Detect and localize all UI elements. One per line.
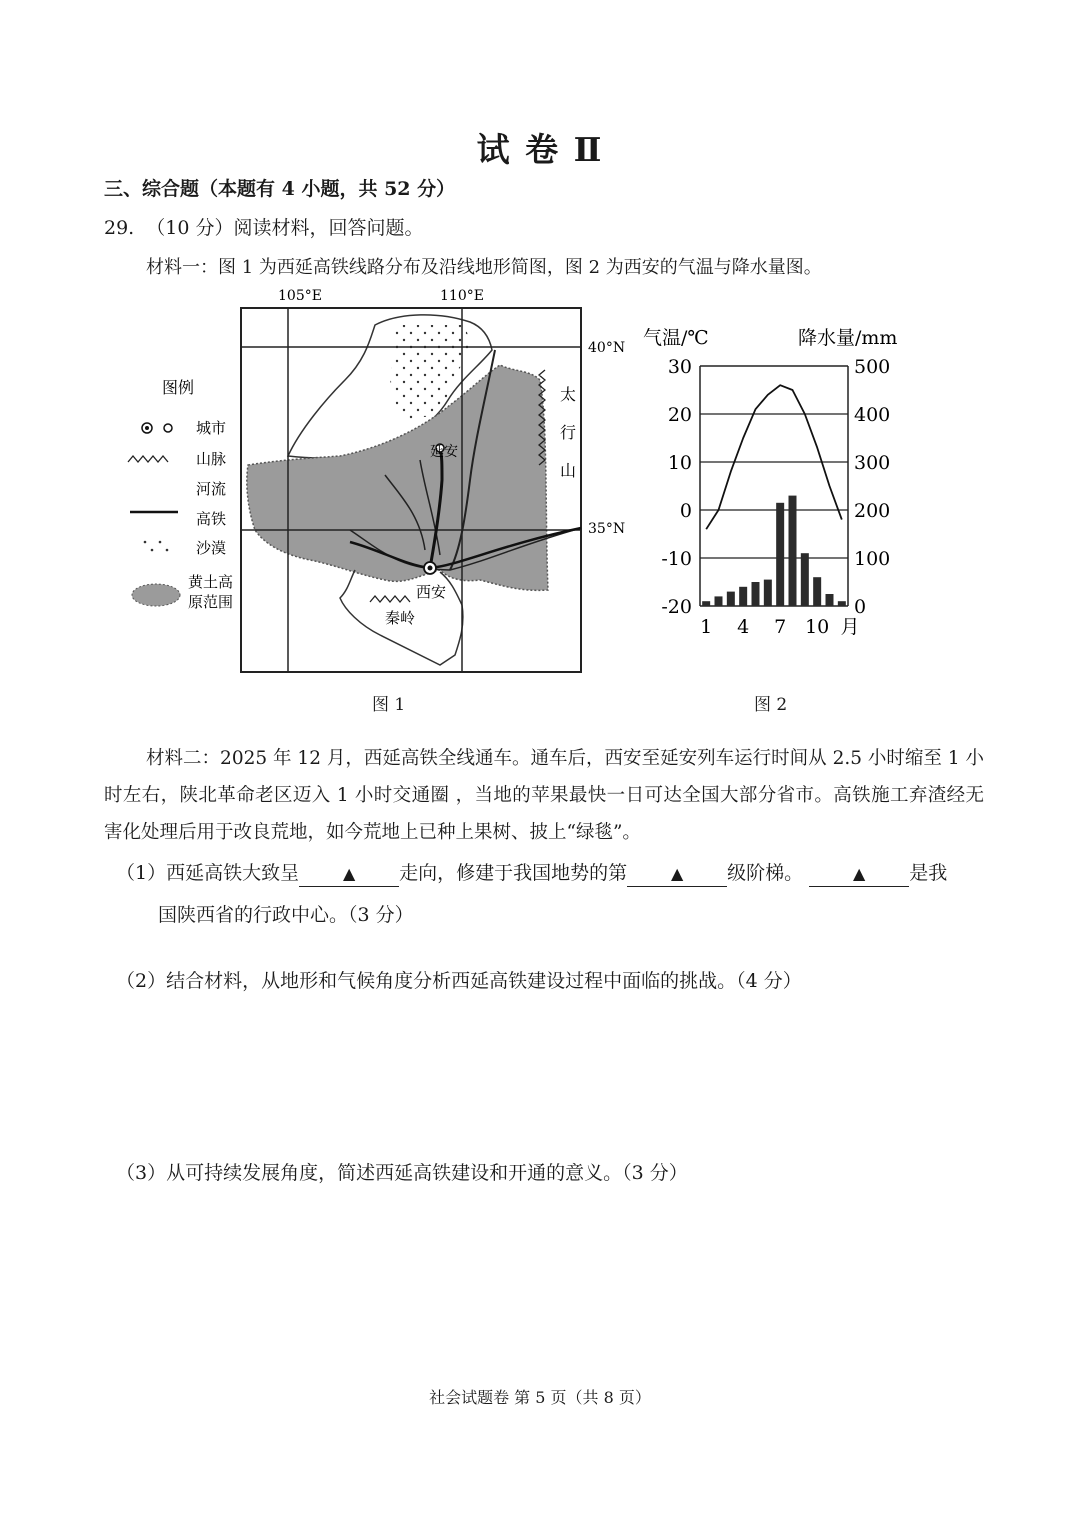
legend-desert-label: 沙漠 <box>196 539 227 557</box>
material-two: 材料二：2025 年 12 月，西延高铁全线通车。通车后，西安至延安列车运行时间从 2.5 小时缩至 1 小时左右，陕北革命老区迈入 1 小时交通圈 ，当地的苹果最快一日可达全国大部分省市。高铁施工弃渣经无害化处理后用于改良荒地，如今荒地上已种上果树、披上“绿毯”。 <box>104 748 984 843</box>
answer-blank-2[interactable]: ▲ <box>627 862 727 887</box>
answer-blank-3[interactable]: ▲ <box>809 862 909 887</box>
legend-mountain-label: 山脉 <box>196 450 227 468</box>
precipitation-tick-label: 100 <box>854 548 891 570</box>
figure-2-caption: 图 2 <box>754 695 788 715</box>
qinling-mountain-icon <box>370 596 410 602</box>
material-one: 材料一：图 1 为西延高铁线路分布及沿线地形简图，图 2 为西安的气温与降水量图。 <box>146 257 822 278</box>
temperature-tick-label: 30 <box>667 356 692 378</box>
legend-rail-label: 高铁 <box>196 510 227 528</box>
sub1-text-c: 级阶梯。 <box>727 862 804 884</box>
month-tick-label: 4 <box>737 616 750 638</box>
legend-city-minor-icon <box>164 424 172 432</box>
lat-label-35: 35°N <box>588 521 626 537</box>
legend-city-label: 城市 <box>196 419 227 437</box>
taihang-label-2: 行 <box>560 423 577 442</box>
page-title: 试 卷 Ⅱ <box>476 130 604 169</box>
temperature-line <box>706 385 842 529</box>
legend-loess-label-2: 原范围 <box>188 593 234 611</box>
page-footer: 社会试题卷 第 5 页（共 8 页） <box>429 1388 651 1407</box>
legend-desert-icon <box>144 541 169 552</box>
precipitation-bar <box>727 592 735 606</box>
sub1-text-d: 是我 <box>909 862 948 884</box>
month-unit-label: 月 <box>840 616 860 638</box>
precipitation-bar <box>826 594 834 606</box>
sub1-label: （1） <box>116 862 167 884</box>
figure-2-climate-chart <box>635 322 900 652</box>
month-tick-label: 10 <box>805 616 830 638</box>
temperature-tick-label: 10 <box>667 452 692 474</box>
precipitation-bar <box>715 596 723 606</box>
precipitation-tick-label: 0 <box>854 596 867 618</box>
precipitation-bar <box>801 553 809 606</box>
precipitation-tick-label: 300 <box>854 452 891 474</box>
legend-loess-icon <box>132 584 180 606</box>
taihang-label-1: 太 <box>560 385 577 404</box>
month-tick-label: 1 <box>700 616 713 638</box>
month-tick-label: 7 <box>774 616 787 638</box>
answer-blank-1[interactable]: ▲ <box>299 862 399 887</box>
question-number: 29. <box>104 217 135 239</box>
sub1-text-e: 国陕西省的行政中心。（3 分） <box>158 904 414 926</box>
precipitation-bar <box>789 496 797 606</box>
precipitation-bar <box>764 580 772 606</box>
precipitation-axis-label: 降水量/mm <box>798 327 898 349</box>
precipitation-tick-label: 200 <box>854 500 891 522</box>
temperature-tick-label: 0 <box>679 500 692 522</box>
sub-question-1 <box>116 852 986 936</box>
temperature-tick-label: -10 <box>661 548 692 570</box>
question-header <box>104 213 423 240</box>
precipitation-bar <box>752 582 760 606</box>
legend-title: 图例 <box>162 378 195 397</box>
temperature-axis-label: 气温/℃ <box>643 327 709 349</box>
legend-river-label: 河流 <box>196 480 227 498</box>
city-xian-dot <box>428 566 433 571</box>
precipitation-bar <box>813 577 821 606</box>
taihang-label-3: 山 <box>560 461 577 480</box>
lat-label-40: 40°N <box>588 340 626 356</box>
section-heading: 三、综合题（本题有 4 小题，共 52 分） <box>104 178 456 200</box>
city-yanan-label: 延安 <box>430 444 458 460</box>
lon-label-105: 105°E <box>278 288 322 304</box>
precipitation-bar <box>739 587 747 606</box>
lon-label-110: 110°E <box>440 288 484 304</box>
figure-1-caption: 图 1 <box>372 695 406 715</box>
temperature-tick-label: -20 <box>661 596 692 618</box>
precipitation-bar <box>776 503 784 606</box>
precipitation-tick-label: 500 <box>854 356 891 378</box>
precipitation-tick-label: 400 <box>854 404 891 426</box>
sub-question-3: （3）从可持续发展角度，简述西延高铁建设和开通的意义。（3 分） <box>116 1162 688 1184</box>
legend-loess-label-1: 黄土高 <box>188 573 234 591</box>
city-xian-label: 西安 <box>416 583 447 601</box>
sub-question-2: （2）结合材料，从地形和气候角度分析西延高铁建设过程中面临的挑战。（4 分） <box>116 970 802 992</box>
legend-mountain-icon <box>128 456 168 462</box>
temperature-tick-label: 20 <box>667 404 692 426</box>
question-intro: （10 分）阅读材料，回答问题。 <box>146 217 424 239</box>
sub1-text-a: 西延高铁大致呈 <box>166 862 300 884</box>
sub1-text-b: 走向，修建于我国地势的第 <box>399 862 628 884</box>
precipitation-bar <box>702 601 710 606</box>
figure-1-map <box>120 280 640 720</box>
qinling-label: 秦岭 <box>385 609 416 627</box>
precipitation-bar <box>838 601 846 606</box>
